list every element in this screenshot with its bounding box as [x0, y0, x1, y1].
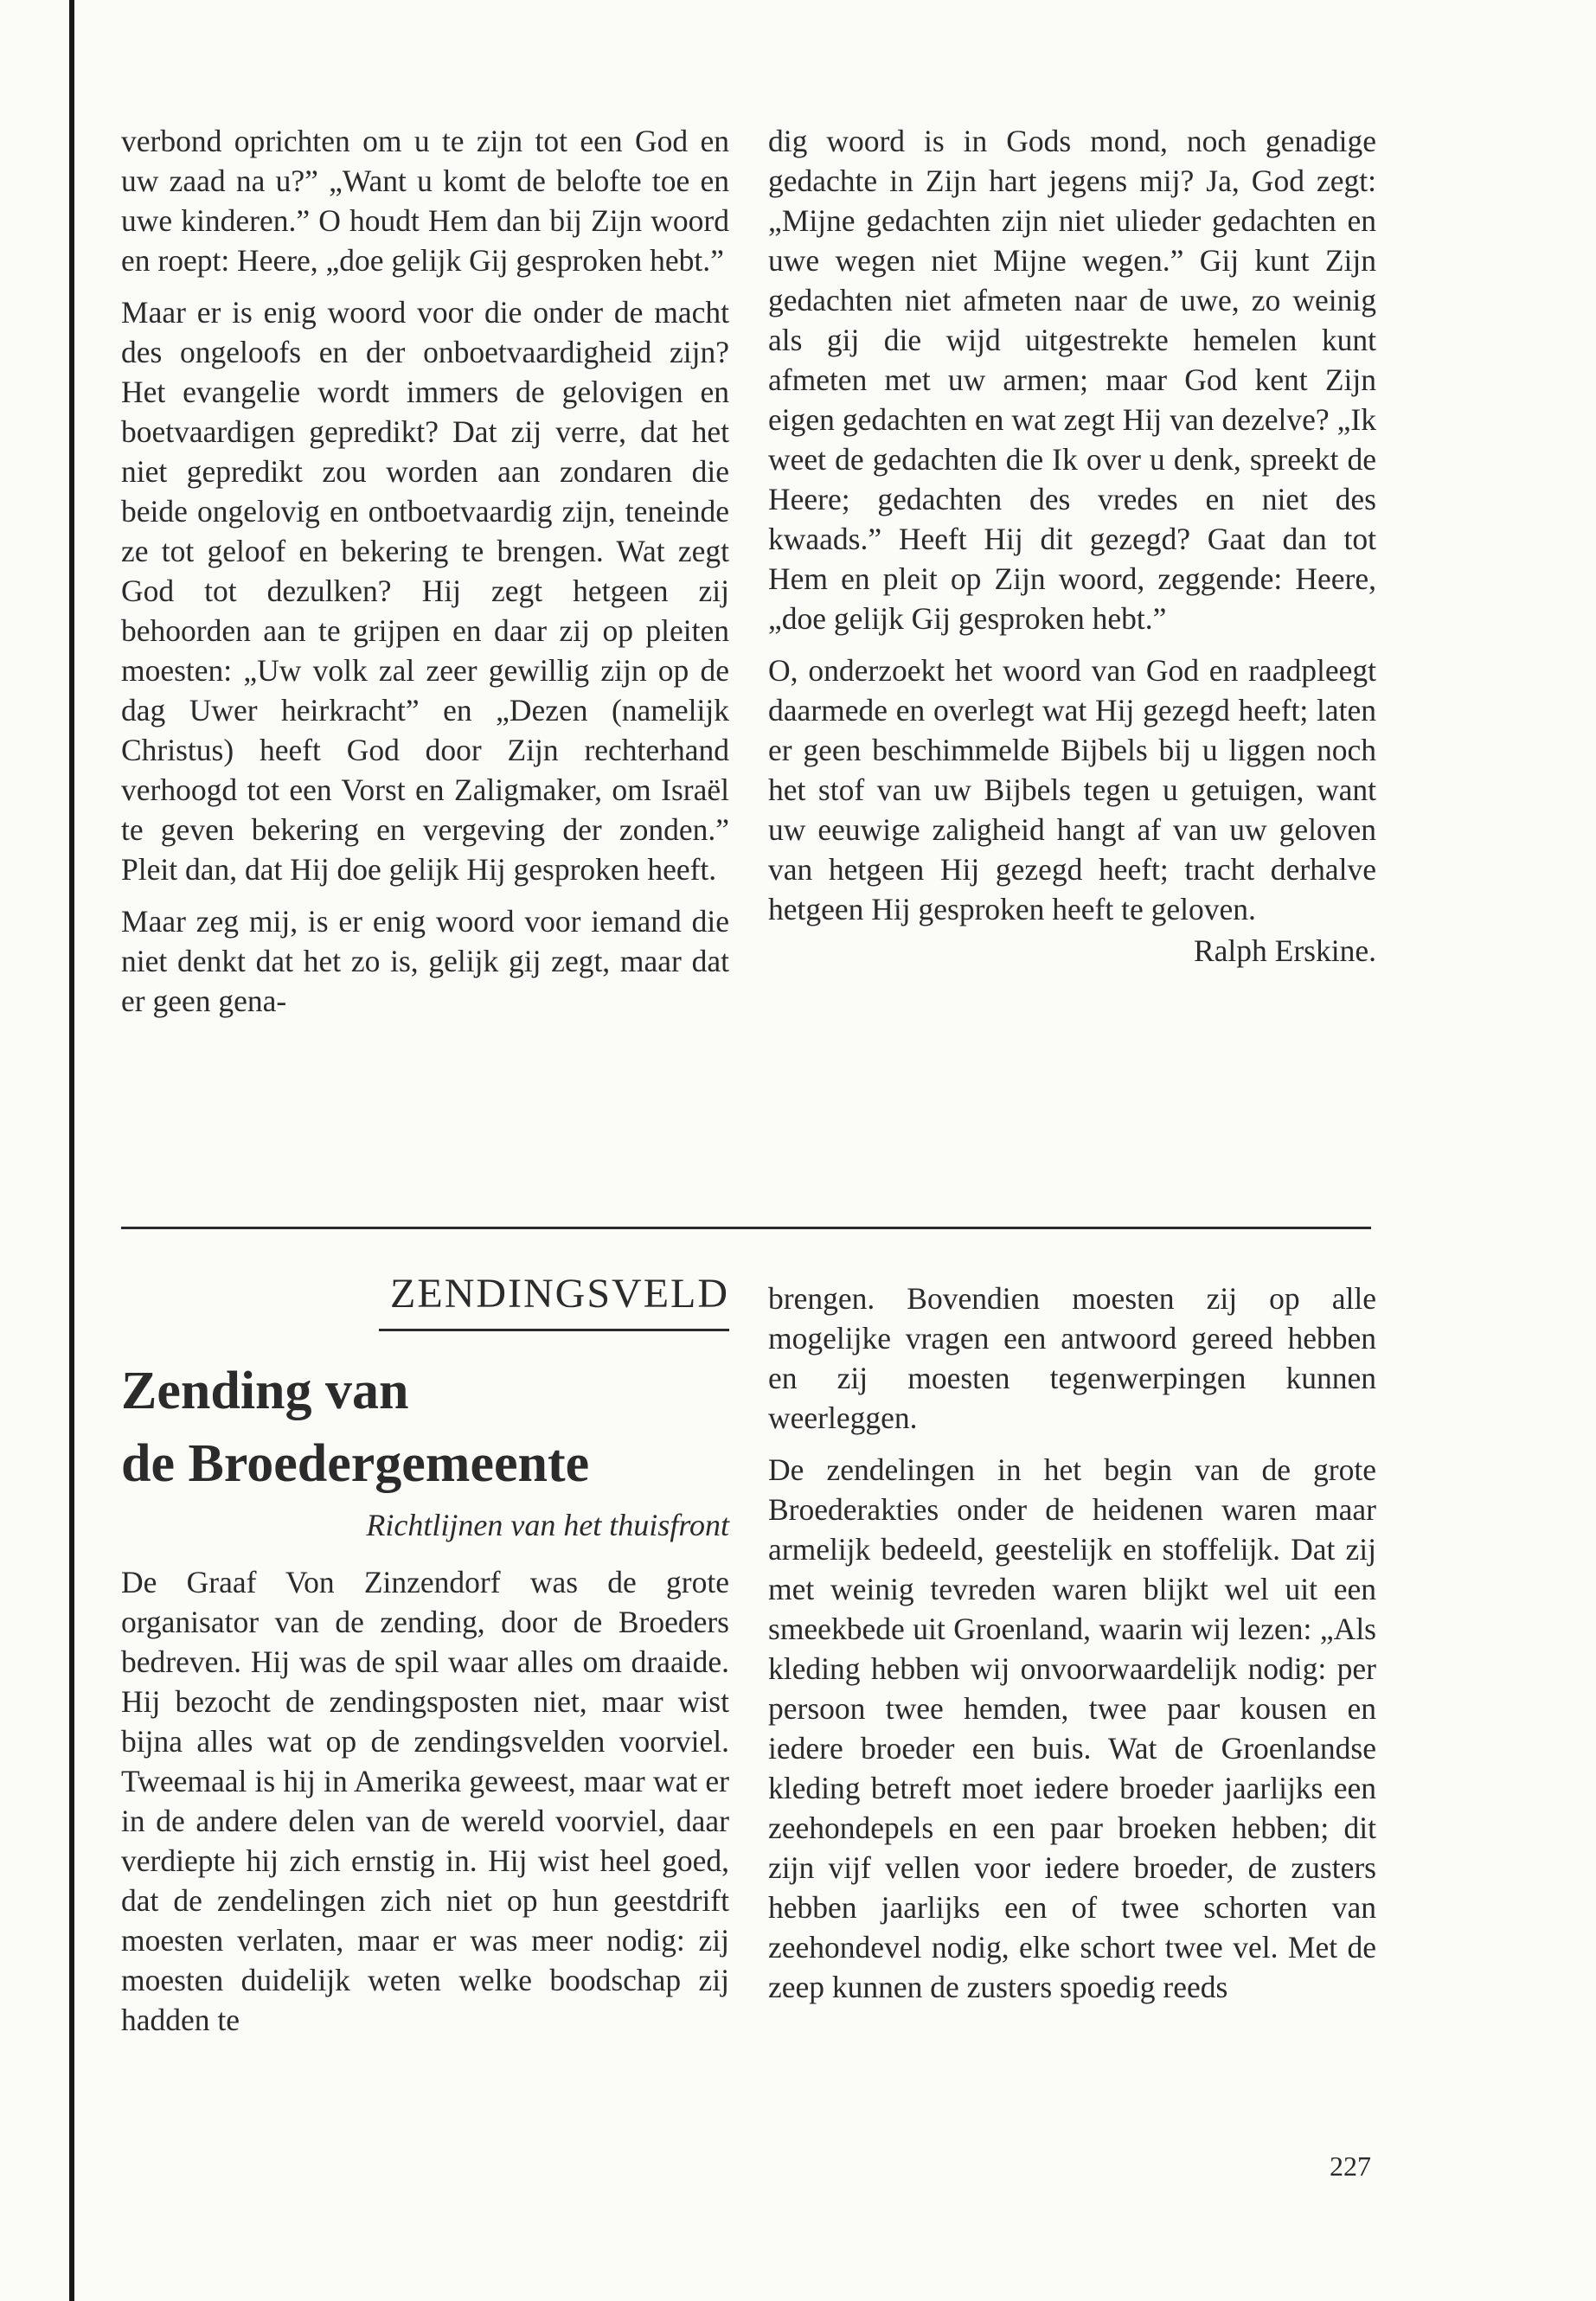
- paragraph: De Graaf Von Zinzendorf was de grote organisator van de zending, door de Broeders bedreven. Hij was de spil waar alles om draaide. Hij bezocht de zendingsposten niet, maar wist bijna alles wat op de zendingsvelden voorviel. Tweemaal is hij in Amerika geweest, maar wat er in de andere delen van de wereld voorviel, daar verdiepte hij zich ernstig in. Hij wist heel goed, dat de zendelingen zich niet op hun geestdrift moesten verlaten, maar er was meer nodig: zij moesten duidelijk weten welke boodschap zij hadden te: [121, 1565, 729, 2037]
- section-label: ZENDINGSVELD: [390, 1271, 729, 1317]
- column-bottom-right: [768, 1279, 1376, 2007]
- paragraph: verbond oprichten om u te zijn tot een God en uw zaad na u?” „Want u komt de belofte toe en uwe kinderen.” O houdt Hem dan bij Zijn woord en roept: Heere, „doe gelijk Gij gesproken hebt.”: [121, 124, 729, 278]
- article-title-line: Zending van: [121, 1362, 409, 1420]
- section-label-rule: [379, 1329, 729, 1331]
- paragraph: brengen. Bovendien moesten zij op alle mogelijke vragen een antwoord gereed hebben en zij moesten tegenwerpingen kunnen weerleggen.: [768, 1281, 1376, 1435]
- article-subtitle: Richtlijnen van het thuisfront: [366, 1508, 729, 1542]
- signature: Ralph Erskine.: [1194, 933, 1376, 968]
- column-top-right: [768, 121, 1376, 971]
- paragraph: Maar er is enig woord voor die onder de macht des ongeloofs en der onboetvaardigheid zijn? Het evangelie wordt immers de gelovigen en boetvaardigen gepredikt? Dat zij verre, dat het niet gepredikt zou worden aan zondaren die beide ongelovig en ontboetvaardig zijn, teneinde ze tot geloof en bekering te brengen. Wat zegt God tot dezulken? Hij zegt hetgeen zij behoorden aan te grijpen en daar zij op pleiten moesten: „Uw volk zal zeer gewillig zijn op de dag Uwer heirkracht” en „Dezen (namelijk Christus) heeft God door Zijn rechterhand verhoogd tot een Vorst en Zaligmaker, om Israël te geven bekering en vergeving der zonden.” Pleit dan, dat Hij doe gelijk Hij gesproken heeft.: [121, 295, 729, 887]
- paragraph: dig woord is in Gods mond, noch genadige gedachte in Zijn hart jegens mij? Ja, God zegt: „Mijne gedachten zijn niet ulieder gedachten en uwe wegen niet Mijne wegen.” Gij kunt Zijn gedachten niet afmeten naar de uwe, zo weinig als gij die wijd uitgestrekte hemelen kunt afmeten met uw armen; maar God kent Zijn eigen gedachten en wat zegt Hij van dezelve? „Ik weet de gedachten die Ik over u denk, spreekt de Heere; gedachten des vredes en niet des kwaads.” Heeft Hij dit gezegd? Gaat dan tot Hem en pleit op Zijn woord, zeggende: Heere, „doe gelijk Gij gesproken hebt.”: [768, 124, 1376, 636]
- paragraph: Maar zeg mij, is er enig woord voor iemand die niet denkt dat het zo is, gelijk gij zegt, maar dat er geen gena-: [121, 904, 729, 1018]
- section-divider: [121, 1227, 1371, 1229]
- paragraph: De zendelingen in het begin van de grote Broederakties onder de heidenen waren maar armelijk bedeeld, geestelijk en stoffelijk. Dat zij met weinig tevreden waren blijkt wel uit een smeekbede uit Groenland, waarin wij lezen: „Als kleding hebben wij onvoorwaardelijk nodig: per persoon twee hemden, twee paar kousen en iedere broeder een buis. Wat de Groenlandse kleding betreft moet iedere broeder jaarlijks een zeehondepels en een paar broeken hebben; dit zijn vijf vellen voor iedere broeder, de zusters hebben jaarlijks een of twee schorten van zeehondevel nodig, elke schort twee vel. Met de zeep kunnen de zusters spoedig reeds: [768, 1452, 1376, 2004]
- article-title: [121, 1355, 729, 1500]
- article-title-line: de Broedergemeente: [121, 1434, 590, 1493]
- column-bottom-left: [121, 1562, 729, 2040]
- column-top-left: [121, 121, 729, 1021]
- paragraph: O, onderzoekt het woord van God en raadpleegt daarmede en overlegt wat Hij gezegd heeft; laten er geen beschimmelde Bijbels bij u liggen noch het stof van uw Bijbels tegen u getuigen, want uw eeuwige zaligheid hangt af van uw geloven van hetgeen Hij gezegd heeft; tracht derhalve hetgeen Hij gesproken heeft te geloven.: [768, 653, 1376, 926]
- page-number: 227: [1330, 2150, 1371, 2182]
- page-spine-edge: [69, 0, 74, 2301]
